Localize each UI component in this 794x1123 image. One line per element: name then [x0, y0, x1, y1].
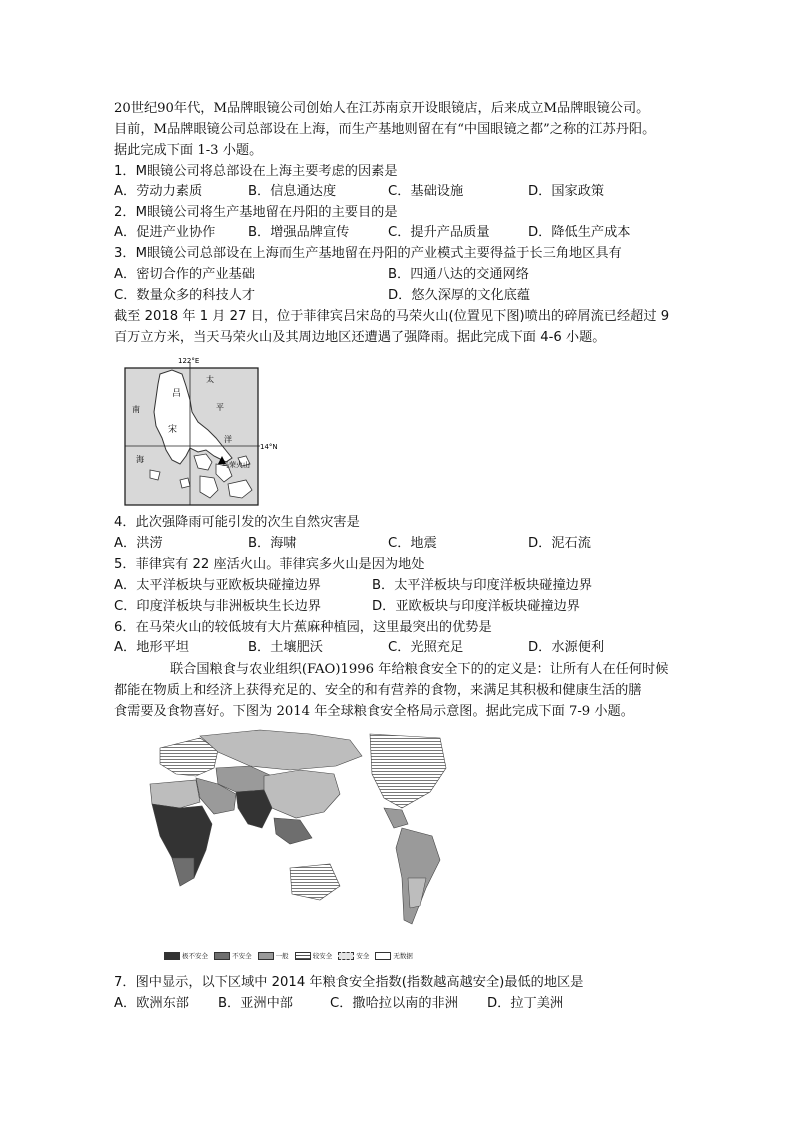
legend-fairly-safe: 较安全	[312, 952, 333, 960]
passage1-line3: 据此完成下面 1-3 小题。	[114, 143, 263, 158]
q7-option-d: D．拉丁美洲	[487, 996, 564, 1011]
legend-swatch-normal	[258, 952, 274, 960]
legend-normal: 一般	[275, 952, 289, 960]
q6-option-a: A．地形平坦	[114, 640, 189, 655]
lon-label: 122°E	[178, 357, 200, 365]
label-nan: 南	[132, 405, 140, 414]
label-song: 宋	[168, 425, 178, 435]
q4-stem: 4．此次强降雨可能引发的次生自然灾害是	[114, 515, 360, 530]
q2-option-a: A．促进产业协作	[114, 225, 216, 240]
q6-stem: 6．在马荣火山的较低坡有大片蕉麻种植园，这里最突出的优势是	[114, 620, 492, 635]
legend-very-unsafe: 极不安全	[182, 952, 208, 960]
q2-option-d: D．降低生产成本	[528, 225, 631, 240]
label-lv: 吕	[172, 389, 182, 399]
q5-stem: 5．菲律宾有 22 座活火山。菲律宾多火山是因为地处	[114, 557, 425, 572]
q2-stem: 2．M眼镜公司将生产基地留在丹阳的主要目的是	[114, 205, 398, 220]
legend-swatch-safe	[338, 952, 354, 960]
q7-stem: 7．图中显示，以下区域中 2014 年粮食安全指数(指数越高越安全)最低的地区是	[114, 975, 584, 990]
q3-option-b: B．四通八达的交通网络	[388, 267, 529, 282]
legend-no-data: 无数据	[393, 952, 413, 960]
q4-option-b: B．海啸	[248, 536, 297, 551]
q2-option-c: C．提升产品质量	[388, 225, 490, 240]
q6-option-d: D．水源便利	[528, 640, 605, 655]
label-hai: 海	[136, 455, 144, 464]
q7-option-b: B．亚洲中部	[218, 996, 293, 1011]
legend-swatch-no-data	[375, 952, 391, 960]
q5-option-a: A．太平洋板块与亚欧板块碰撞边界	[114, 578, 321, 593]
q7-option-c: C．撒哈拉以南的非洲	[330, 996, 458, 1011]
q1-option-d: D．国家政策	[528, 184, 605, 199]
passage3-line3: 食需要及食物喜好。下图为 2014 年全球粮食安全格局示意图。据此完成下面 7-9 小题。	[114, 704, 634, 719]
q3-option-a: A．密切合作的产业基础	[114, 267, 255, 282]
q4-option-d: D．泥石流	[528, 536, 591, 551]
passage3-line1: 联合国粮食与农业组织(FAO)1996 年给粮食安全下的的定义是：让所有人在任何时候	[170, 662, 669, 677]
passage1-line1: 20世纪90年代，M品牌眼镜公司创始人在江苏南京开设眼镜店，后来成立M品牌眼镜公司。	[114, 101, 650, 116]
label-volcano: 马荣火山	[222, 461, 250, 469]
label-yang: 洋	[224, 435, 232, 444]
label-ping: 平	[216, 403, 224, 412]
legend-swatch-very-unsafe	[164, 952, 180, 960]
q1-option-c: C．基础设施	[388, 184, 464, 199]
q7-option-a: A．欧洲东部	[114, 996, 189, 1011]
q1-option-a: A．劳动力素质	[114, 184, 203, 199]
passage3-line2: 都能在物质上和经济上获得充足的、安全的和有营养的食物，来满足其积极和健康生活的膳	[114, 683, 642, 698]
map-legend	[160, 951, 413, 960]
legend-swatch-fairly-safe	[295, 952, 311, 960]
q1-stem: 1．M眼镜公司将总部设在上海主要考虑的因素是	[114, 164, 398, 179]
lat-label: 14°N	[260, 443, 278, 451]
q4-option-a: A．洪涝	[114, 536, 163, 551]
legend-unsafe: 不安全	[232, 952, 252, 960]
passage2-line2: 百万立方米，当天马荣火山及其周边地区还遭遇了强降雨。据此完成下面 4-6 小题。	[114, 330, 606, 345]
q3-option-c: C．数量众多的科技人才	[114, 288, 256, 303]
label-tai: 太	[206, 375, 214, 384]
q5-option-c: C．印度洋板块与非洲板块生长边界	[114, 599, 322, 614]
q4-option-c: C．地震	[388, 536, 437, 551]
q3-option-d: D．悠久深厚的文化底蕴	[388, 288, 531, 303]
q5-option-b: B．太平洋板块与印度洋板块碰撞边界	[372, 578, 593, 593]
passage1-line2: 目前，M品牌眼镜公司总部设在上海，而生产基地则留在有“中国眼镜之都”之称的江苏丹阳。	[114, 122, 656, 137]
legend-safe: 安全	[356, 952, 370, 960]
q2-option-b: B．增强品牌宣传	[248, 225, 350, 240]
q1-option-b: B．信息通达度	[248, 184, 337, 199]
passage2-line1: 截至 2018 年 1 月 27 日，位于菲律宾吕宋岛的马荣火山(位置见下图)喷出的碎屑流已经超过 9	[114, 309, 670, 324]
north-africa-region	[150, 780, 200, 808]
legend-swatch-unsafe	[214, 952, 230, 960]
q3-stem: 3．M眼镜公司总部设在上海而生产基地留在丹阳的产业模式主要得益于长三角地区具有	[114, 246, 622, 261]
luzon-map	[120, 352, 280, 510]
world-food-security-map	[140, 728, 450, 948]
q6-option-b: B．土壤肥沃	[248, 640, 323, 655]
q5-option-d: D．亚欧板块与印度洋板块碰撞边界	[372, 599, 580, 614]
q6-option-c: C．光照充足	[388, 640, 464, 655]
